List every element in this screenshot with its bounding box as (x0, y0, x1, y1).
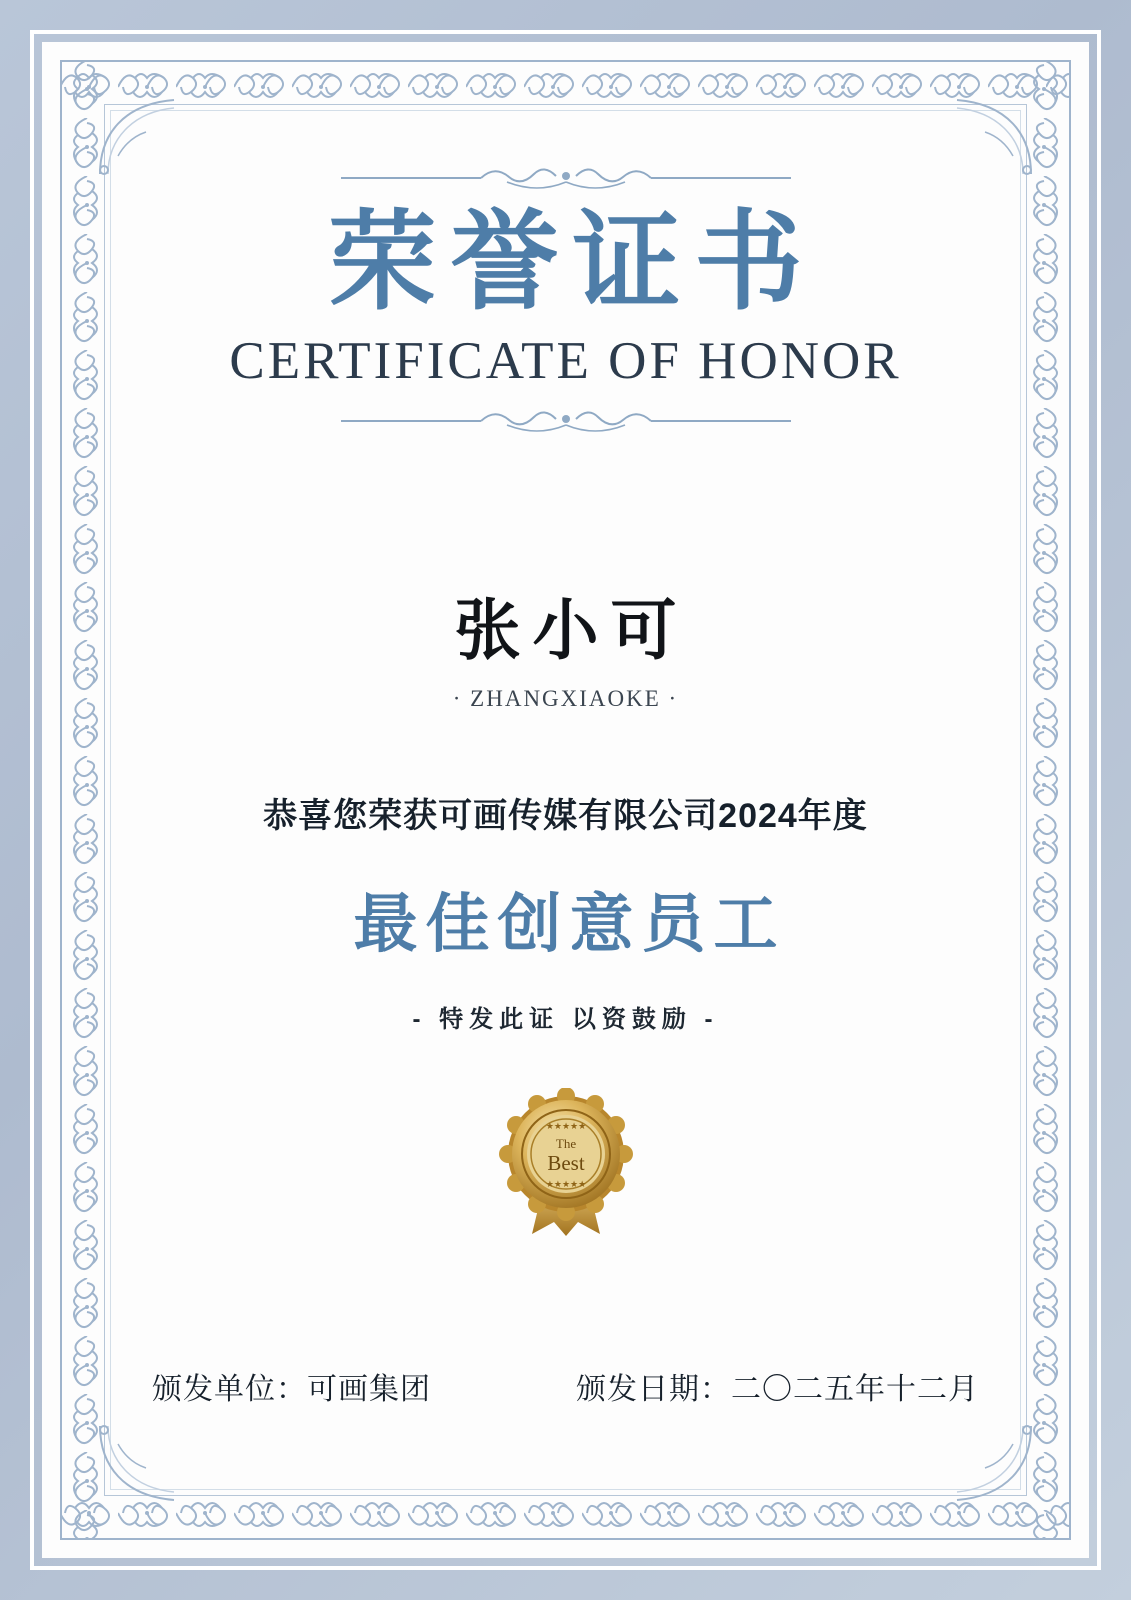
certificate-content (132, 162, 999, 1448)
award-title: 最佳创意员工 (353, 889, 786, 961)
recipient-name: 张小可 (454, 593, 689, 668)
issuer-value: 可画集团 (307, 1373, 431, 1406)
border-line-left (60, 60, 62, 1540)
certificate-paper (42, 42, 1089, 1558)
svg-text:★★★★★: ★★★★★ (545, 1121, 586, 1132)
issue-date-value: 二〇二五年十二月 (731, 1373, 979, 1406)
certificate-title-en: CERTIFICATE OF HONOR (229, 332, 902, 391)
issue-date-field (576, 1364, 979, 1408)
gold-seal-icon (496, 1088, 636, 1238)
border-line-top (60, 60, 1071, 62)
border-line-bottom (60, 1538, 1071, 1540)
border-ornament-right (1021, 60, 1067, 1540)
certificate-title-cn: 荣誉证书 (328, 204, 817, 323)
divider-ornament-top-icon (331, 162, 801, 194)
seal-top-text: The (555, 1136, 576, 1152)
recipient-pinyin: · ZHANGXIAOKE · (452, 686, 679, 712)
border-ornament-bottom (60, 1490, 1071, 1536)
seal-main-text: Best (546, 1151, 585, 1176)
divider-ornament-bottom-icon (331, 405, 801, 437)
border-line-right (1069, 60, 1071, 1540)
seal-container (132, 1088, 999, 1238)
congratulation-line: 恭喜您荣获可画传媒有限公司2024年度 (263, 797, 868, 836)
issue-date-label: 颁发日期： (576, 1373, 731, 1406)
issuer-field (152, 1364, 431, 1408)
issuer-label: 颁发单位： (152, 1373, 307, 1406)
certificate-footer (152, 1364, 979, 1408)
award-note: - 特发此证 以资鼓励 - (412, 1006, 719, 1034)
svg-text:★★★★★: ★★★★★ (545, 1179, 586, 1190)
